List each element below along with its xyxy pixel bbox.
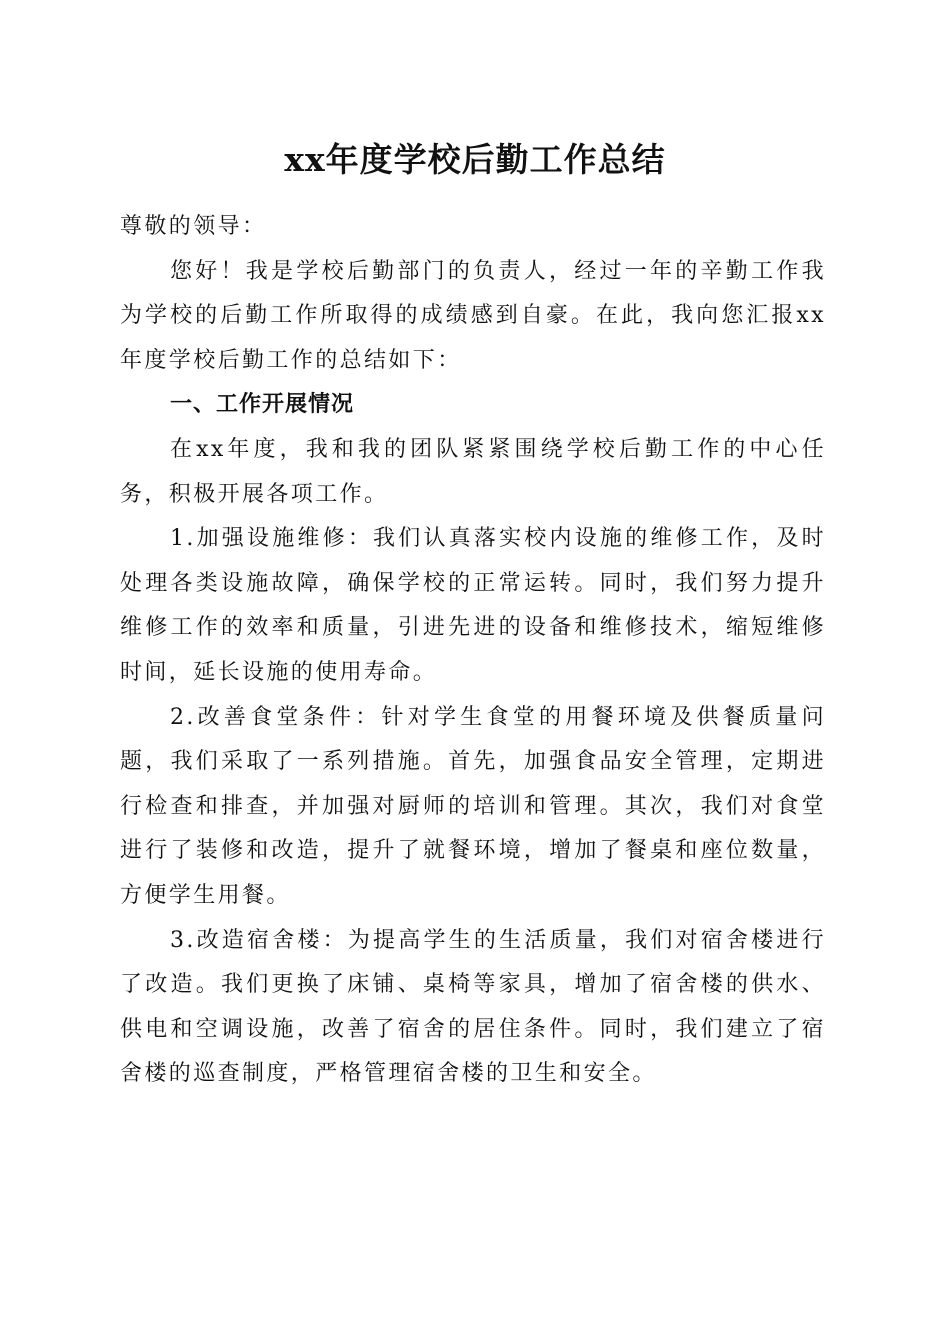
document-body [120, 205, 826, 1097]
intro-paragraph: 您好！我是学校后勤部门的负责人，经过一年的辛勤工作我为学校的后勤工作所取得的成绩感到自豪。在此，我向您汇报xx年度学校后勤工作的总结如下： [120, 258, 826, 373]
item-dormitory-renovation: 3.改造宿舍楼：为提高学生的生活质量，我们对宿舍楼进行了改造。我们更换了床铺、桌椅等家具，增加了宿舍楼的供水、供电和空调设施，改善了宿舍的居住条件。同时，我们建立了宿舍楼的巡查制度，严格管理宿舍楼的卫生和安全。 [120, 927, 826, 1087]
document-title: xx年度学校后勤工作总结 [284, 140, 666, 179]
section-heading: 一、工作开展情况 [170, 392, 355, 418]
item-facility-repair: 1.加强设施维修：我们认真落实校内设施的维修工作，及时处理各类设施故障，确保学校的正常运转。同时，我们努力提升维修工作的效率和质量，引进先进的设备和维修技术，缩短维修时间，延长设施的使用寿命。 [120, 526, 826, 685]
item-canteen-improvement: 2.改善食堂条件：针对学生食堂的用餐环境及供餐质量问题，我们采取了一系列措施。首先，加强食品安全管理，定期进行检查和排查，并加强对厨师的培训和管理。其次，我们对食堂进行了装修和改造，提升了就餐环境，增加了餐桌和座位数量，方便学生用餐。 [120, 704, 826, 908]
salutation: 尊敬的领导： [120, 214, 267, 239]
section-intro-paragraph: 在xx年度，我和我的团队紧紧围绕学校后勤工作的中心任务，积极开展各项工作。 [120, 436, 826, 507]
